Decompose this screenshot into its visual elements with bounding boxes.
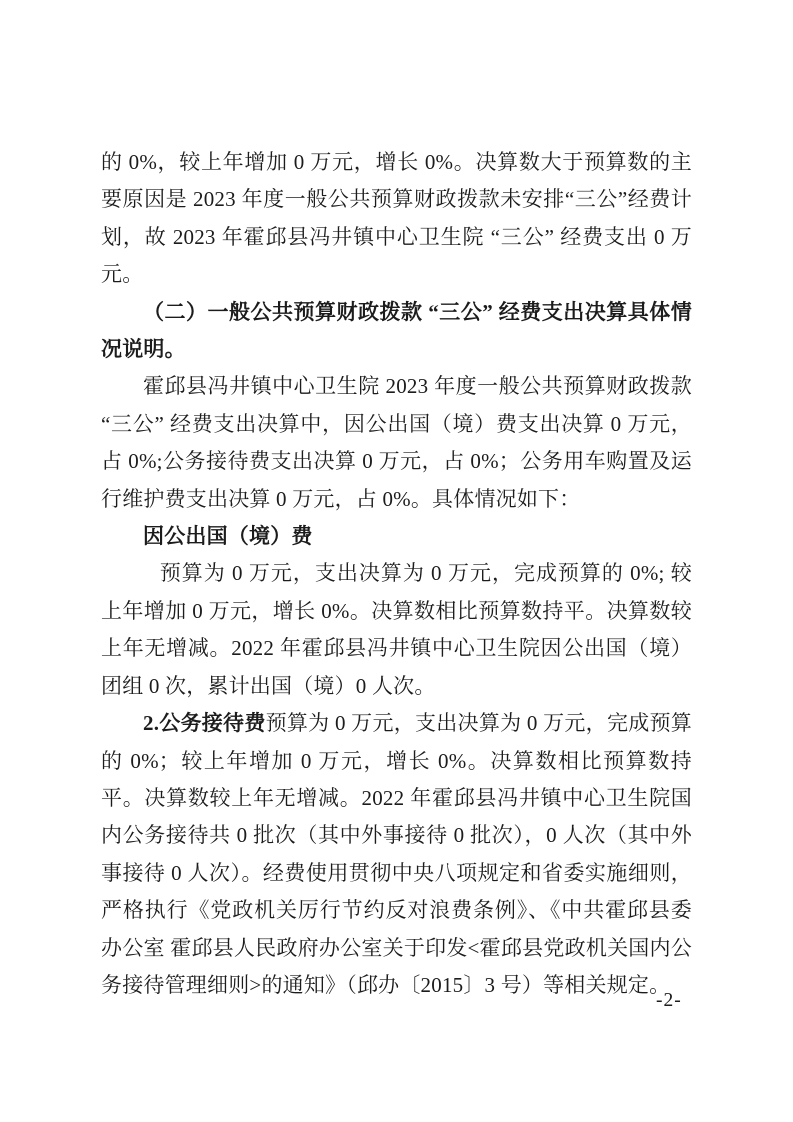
paragraph-official-reception (101, 705, 692, 1004)
paragraph-overview (101, 368, 692, 518)
section-heading (101, 294, 692, 369)
paragraph-continuation (101, 144, 692, 294)
sub-heading-outbound-travel (101, 518, 692, 555)
paragraph-text: 的 0%，较上年增加 0 万元，增长 0%。决算数大于预算数的主要原因是 2023 年度一般公共预算财政拨款未安排“三公”经费计划，故 2023 年霍邱县冯井镇中心卫生院 “三公” 经费支出 0 万元。 (101, 150, 692, 287)
sub-heading-text: 因公出国（境）费 (143, 524, 313, 549)
paragraph-outbound-travel (101, 555, 692, 705)
page-number: -2- (656, 990, 682, 1011)
section-heading-text: （二）一般公共预算财政拨款 “三公” 经费支出决算具体情况说明。 (101, 299, 692, 362)
run-in-heading-text: 2.公务接待费 (143, 711, 266, 736)
paragraph-text: 预算为 0 万元，支出决算为 0 万元，完成预算的 0%；较上年增加 0 万元，增长 0%。决算数相比预算数持平。决算数较上年无增减。2022 年霍邱县冯井镇中心卫生院国内公务接待共 0 批次（其中外事接待 0 批次），0 人次（其中外事接待 0 人次）。经费使用贯彻中央八项规定和省委实施细则，严格执行《党政机关厉行节约反对浪费条例》、《中共霍邱县委办公室 霍邱县人民政府办公室关于印发<霍邱县党政机关国内公务接待管理细则>的通知》（邱办〔2015〕3 号）等相关规定。 (101, 711, 692, 997)
paragraph-text: 预算为 0 万元，支出决算为 0 万元，完成预算的 0%; 较上年增加 0 万元，增长 0%。决算数相比预算数持平。决算数较上年无增减。2022 年霍邱县冯井镇中心卫生院因公出国（境）团组 0 次，累计出国（境）0 人次。 (101, 561, 692, 698)
paragraph-text: 霍邱县冯井镇中心卫生院 2023 年度一般公共预算财政拨款 “三公” 经费支出决算中，因公出国（境）费支出决算 0 万元，占 0%;公务接待费支出决算 0 万元，占 0%；公务用车购置及运行维护费支出决算 0 万元，占 0%。具体情况如下： (101, 374, 692, 511)
document-body (101, 144, 692, 1004)
